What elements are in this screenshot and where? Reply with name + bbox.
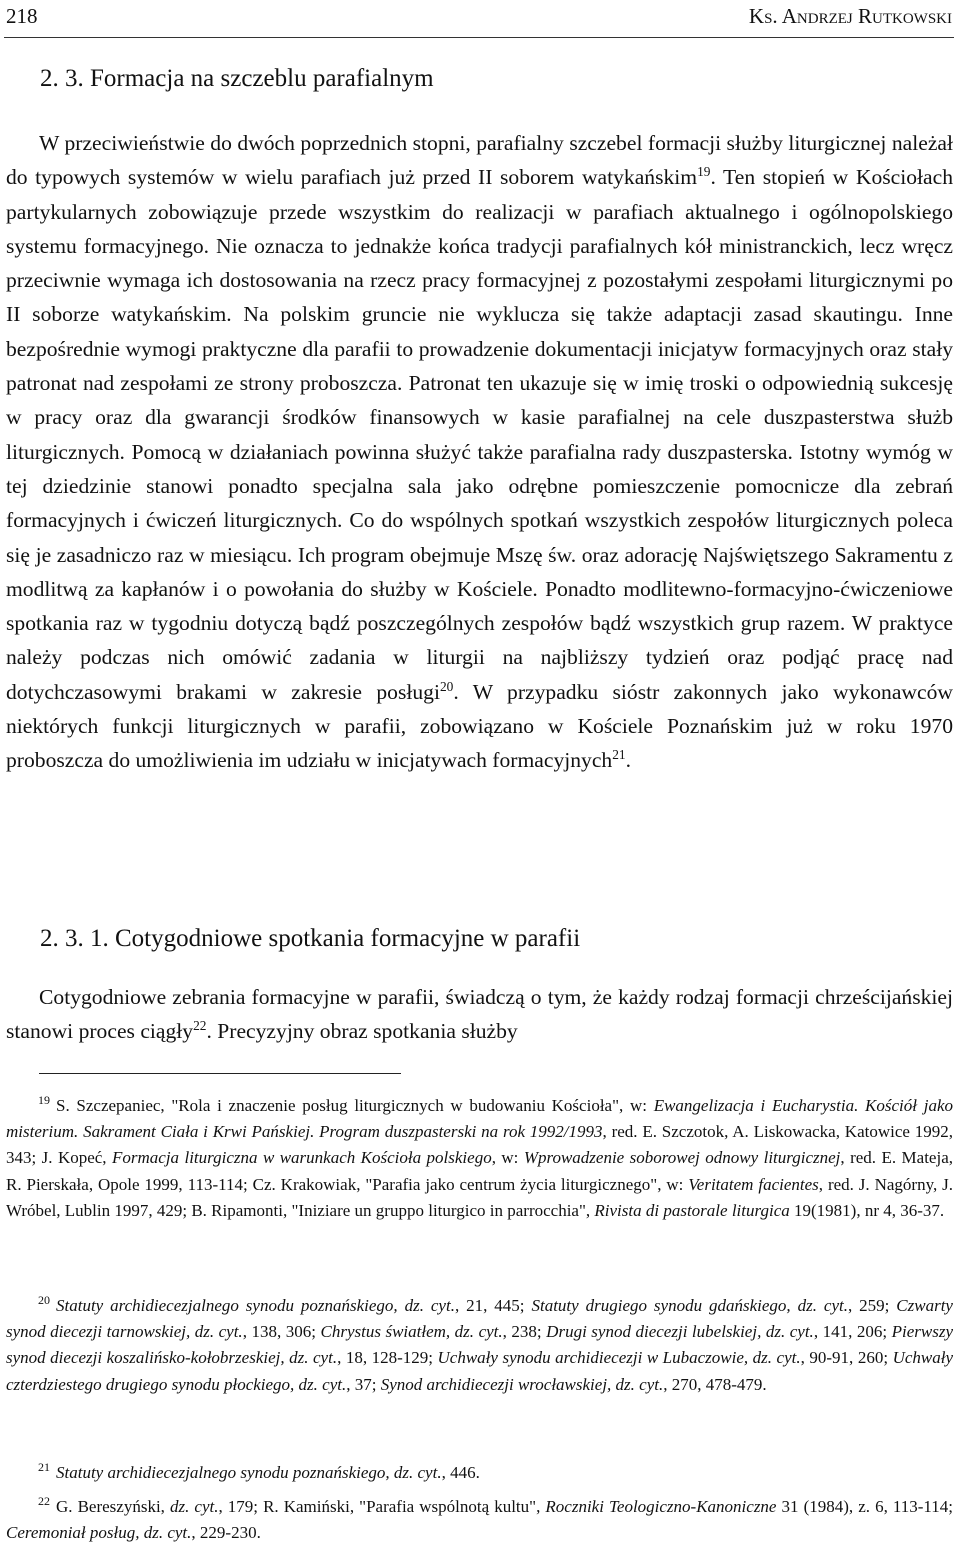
- page-number: 218: [6, 4, 38, 28]
- body-paragraph-1: W przeciwieństwie do dwóch poprzednich stopni, parafialny szczebel formacji służby liturgicznej należał do typowych systemów w wielu parafiach już przed II soborem watykańskim$^{19}$. Ten stopień w Kościołach partykularnych zobowiązuje przede wszystkim do realizacji w parafiach aktualnego i ogólnopolskiego systemu formacyjnego. Nie oznacza to jednakże końca tradycji parafialnych kół ministranckich, lecz wręcz przeciwnie wymaga ich dostosowania na rzecz pracy formacyjnej z pozostałymi zespołami liturgicznymi po II soborze watykańskim. Na polskim gruncie nie wyklucza się także adaptacji zasad skautingu. Inne bezpośrednie wymogi praktyczne dla parafii to prowadzenie dokumentacji inicjatyw formacyjnych oraz stały patronat nad zespołami ze strony proboszcza. Patronat ten ukazuje się w imię troski o odpowiednią sukcesję w pracy oraz dla gwarancji środków finansowych w kasie parafialnej na cele duszpasterstwa służb liturgicznych. Pomocą w działaniach powinna służyć także parafialna rady duszpasterska. Istotny wymóg w tej dziedzinie stanowi ponadto specjalna sala jako odrębne pomieszczenie pomocnicze dla zebrań formacyjnych i ćwiczeń liturgicznych. Co do wspólnych spotkań wszystkich zespołów liturgicznych poleca się je zasadniczo raz w miesiącu. Ich program obejmuje Mszę św. oraz adorację Najświętszego Sakramentu z modlitwą za kapłanów i o powołania do służby w Kościele. Ponadto modlitewno-formacyjno-ćwiczeniowe spotkania raz w tygodniu dotyczą bądź poszczególnych zespołów bądź wszystkich grup razem. W praktyce należy podczas nich omówić zadania w liturgii na najbliższy tydzień oraz podjąć pracę nad dotychczasowymi brakami w zakresie posługi$^{20}$. W przypadku sióstr zakonnych jako wykonawców niektórych funkcji liturgicznych w parafii, zobowiązano w Kościele Poznańskim już w roku 1970 proboszcza do umożliwienia im udziału w inicjatywach formacyjnych$^{21}$.: [6, 131, 953, 773]
- footnote-22: $^{22}$ G. Bereszyński, dz. cyt., 179; R. Kamiński, "Parafia wspólnotą kultu", Roczniki Teologiczno-Kanoniczne 31 (1984), z. 6, 113-114; Ceremoniał posług, dz. cyt., 229-230.: [6, 1494, 954, 1543]
- footnote-ref-20: 20: [439, 678, 454, 694]
- footnote-21: $^{21}$ Statuty archidiecezjalnego synodu poznańskiego, dz. cyt., 446.: [38, 1460, 480, 1482]
- header-rule: [4, 37, 954, 38]
- subsection-heading: 2. 3. 1. Cotygodniowe spotkania formacyjne w parafii: [40, 925, 581, 952]
- page-header: [6, 3, 952, 33]
- section-heading: 2. 3. Formacja na szczeblu parafialnym: [40, 65, 434, 92]
- footnote-ref-21: 21: [612, 747, 626, 763]
- footnote-20: $^{20}$ Statuty archidiecezjalnego synodu poznańskiego, dz. cyt., 21, 445; Statuty drugiego synodu gdańskiego, dz. cyt., 259; Czwarty synod diecezji tarnowskiej, dz. cyt., 138, 306; Chrystus światłem, dz. cyt., 238; Drugi synod diecezji lubelskiej, dz. cyt., 141, 206; Pierwszy synod diecezji koszalińsko-kołobrzeskiej, dz. cyt., 18, 128-129; Uchwały synodu archidiecezji w Lubaczowie, dz. cyt., 90-91, 260; Uchwały czterdziestego drugiego synodu płockiego, dz. cyt., 37; Synod archidiecezji wrocławskiej, dz. cyt., 270, 478-479.: [6, 1293, 953, 1394]
- footnote-separator: [39, 1073, 401, 1074]
- footnote-ref-19: 19: [697, 164, 711, 180]
- footnote-19: $^{19}$ S. Szczepaniec, "Rola i znaczenie posług liturgicznych w budowaniu Kościoła", w: Ewangelizacja i Eucharystia. Kościół jako misterium. Sakrament Ciała i Krwi Pańskiej. Program duszpasterski na rok 1992/1993, red. E. Szczotok, A. Liskowacka, Katowice 1992, 343; J. Kopeć, Formacja liturgiczna w warunkach Kościoła polskiego, w: Wprowadzenie soborowej odnowy liturgicznej, red. E. Mateja, R. Pierskała, Opole 1999, 113-114; Cz. Krakowiak, "Parafia jako centrum życia liturgicznego", w: Veritatem facientes, red. J. Nagórny, J. Wróbel, Lublin 1997, 429; B. Ripamonti, "Iniziare un gruppo liturgico in parrocchia", Rivista di pastorale liturgica 19(1981), nr 4, 36-37.: [6, 1093, 953, 1220]
- footnote-ref-22: 22: [193, 1018, 207, 1034]
- running-author: Ks. Andrzej Rutkowski: [748, 4, 952, 28]
- body-paragraph-2: Cotygodniowe zebrania formacyjne w parafii, świadczą o tym, że każdy rodzaj formacji chrześcijańskiej stanowi proces ciągły$^{22}$. Precyzyjny obraz spotkania służby: [6, 985, 953, 1044]
